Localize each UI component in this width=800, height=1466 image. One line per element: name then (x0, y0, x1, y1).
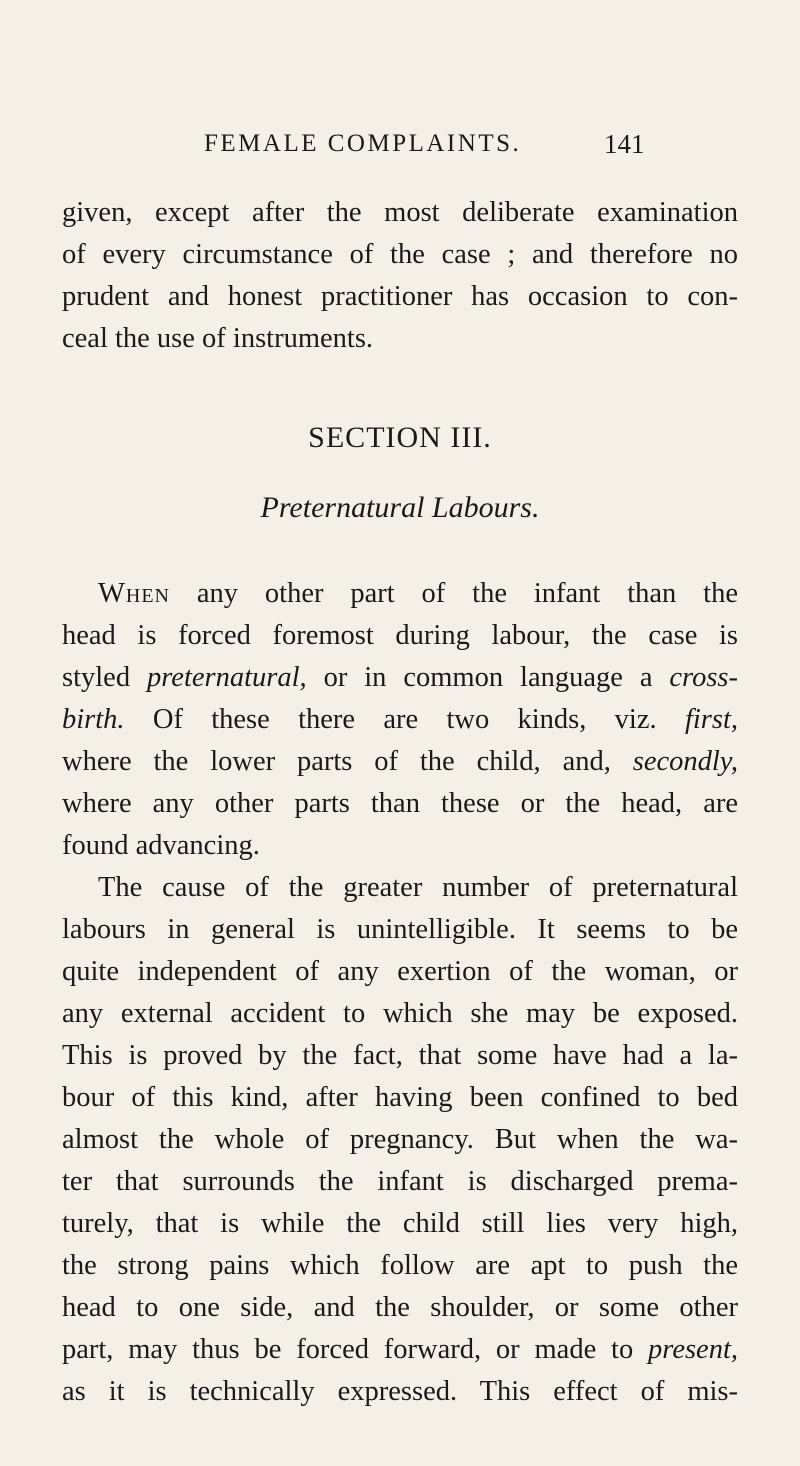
text-line: head to one side, and the shoulder, or some other (62, 1292, 738, 1323)
text-line (62, 700, 738, 740)
text-line: prudent and honest practitioner has occasion to con- (62, 281, 738, 312)
text-line: This is proved by the fact, that some have had a la- (62, 1040, 738, 1071)
text-line: given, except after the most deliberate examination (62, 197, 738, 228)
text-segment: Of these there are two kinds, viz. (124, 704, 685, 735)
text-line (62, 742, 738, 782)
text-line: ceal the use of instruments. (62, 323, 374, 354)
text-line: of every circumstance of the case ; and therefore no (62, 239, 738, 270)
text-line (62, 1330, 738, 1370)
text-segment: styled (62, 662, 148, 693)
running-head (0, 126, 800, 166)
text-line (62, 658, 738, 698)
initial-word: When (98, 578, 171, 609)
italic-term: present, (648, 1334, 738, 1365)
running-title: FEMALE COMPLAINTS. (204, 130, 522, 157)
text-line: head is forced foremost during labour, the case is (62, 620, 738, 651)
page-number: 141 (604, 129, 645, 159)
section-subtitle: Preternatural Labours. (260, 491, 540, 524)
text-line: The cause of the greater number of preternatural (98, 872, 738, 903)
text-line: found advancing. (62, 830, 260, 861)
text-line: the strong pains which follow are apt to push the (62, 1250, 738, 1281)
text-segment: or in common language a (306, 662, 670, 693)
italic-term: cross- (669, 662, 739, 693)
text-line: almost the whole of pregnancy. But when the wa- (62, 1124, 738, 1155)
italic-term: first, (684, 704, 738, 735)
text-line: bour of this kind, after having been confined to bed (62, 1082, 738, 1113)
text-line: where any other parts than these or the head, are (62, 788, 738, 819)
text-line: as it is technically expressed. This effect of mis- (62, 1376, 738, 1407)
italic-term: birth. (62, 704, 125, 735)
text-line: labours in general is unintelligible. It seems to be (62, 914, 738, 945)
italic-term: secondly, (632, 746, 738, 777)
text-line: any external accident to which she may be exposed. (62, 998, 738, 1029)
text-segment: part, may thus be forced forward, or made to (62, 1334, 649, 1365)
text-line: ter that surrounds the infant is discharged prema- (62, 1166, 738, 1197)
text-segment: any other part of the infant than the (170, 578, 738, 609)
text-segment: where the lower parts of the child, and, (62, 746, 633, 777)
text-line: quite independent of any exertion of the woman, or (62, 956, 738, 987)
text-line (98, 574, 738, 614)
italic-term: preternatural, (147, 662, 307, 693)
text-line: turely, that is while the child still lies very high, (62, 1208, 738, 1239)
section-heading: SECTION III. (308, 421, 492, 454)
